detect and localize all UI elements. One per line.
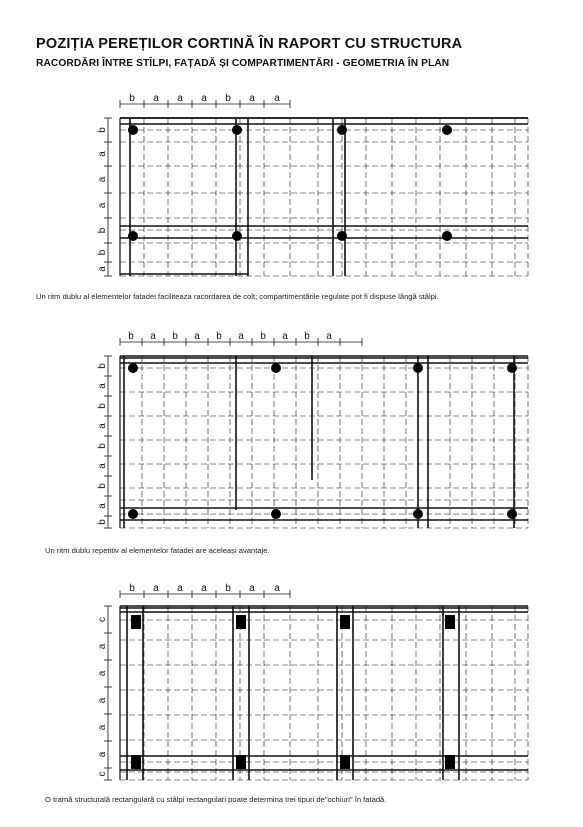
page-subtitle: RACORDĂRI ÎNTRE STÎLPI, FAȚADĂ ȘI COMPARTIMENTĂRI - GEOMETRIA ÎN PLAN [36, 58, 450, 69]
round-column [413, 509, 423, 519]
rectangular-column [445, 755, 455, 769]
dimension-label-side: a [97, 697, 108, 704]
dimension-label-side: b [97, 483, 108, 489]
dimension-label-top: a [282, 331, 288, 342]
figure-1-plan [97, 93, 528, 276]
dimension-label-top: a [274, 93, 280, 104]
dimension-label-top: b [225, 583, 231, 594]
dimension-label-side: b [97, 443, 108, 449]
round-column [442, 231, 452, 241]
dimension-label-side: a [97, 176, 108, 183]
dimension-label-top: b [216, 331, 222, 342]
dimension-label-top: a [249, 93, 255, 104]
dimension-label-top: a [177, 583, 183, 594]
dimension-label-side: a [97, 266, 108, 272]
rectangular-column [236, 615, 246, 629]
figure-2-plan [97, 331, 528, 528]
dimension-label-top: b [128, 331, 134, 342]
dimension-label-top: b [129, 583, 135, 594]
round-column [413, 363, 423, 373]
page-title: POZIȚIA PEREȚILOR CORTINĂ ÎN RAPORT CU STRUCTURA [36, 36, 463, 52]
round-column [507, 509, 517, 519]
dimension-label-side: a [97, 724, 108, 731]
dimension-label-side: b [97, 403, 108, 409]
dimension-label-side: a [97, 423, 108, 429]
figure-3-plan [97, 583, 528, 780]
dimension-label-side: a [97, 383, 108, 389]
dimension-label-top: a [201, 93, 207, 104]
rectangular-column [236, 755, 246, 769]
dimension-label-top: a [150, 331, 156, 342]
dimension-label-side: a [97, 463, 108, 469]
dimension-label-side: c [97, 771, 108, 777]
dimension-label-top: a [153, 93, 159, 104]
rectangular-column [340, 755, 350, 769]
dimension-label-top: a [201, 583, 207, 594]
dimension-label-side: b [97, 127, 108, 133]
dimension-label-side: c [97, 617, 108, 622]
dimension-label-top: a [274, 583, 280, 594]
dimension-label-side: b [97, 363, 108, 369]
dimension-label-side: b [97, 519, 108, 525]
rectangular-column [445, 615, 455, 629]
dimension-label-side: b [97, 249, 108, 256]
dimension-label-side: b [97, 227, 108, 234]
round-column [128, 363, 138, 373]
rectangular-column [131, 755, 141, 769]
round-column [128, 231, 138, 241]
dimension-label-side: a [97, 503, 108, 509]
round-column [271, 363, 281, 373]
round-column [507, 363, 517, 373]
dimension-label-top: b [304, 331, 310, 342]
round-column [232, 125, 242, 135]
dimension-label-top: b [260, 331, 266, 342]
figure-2-caption: Un ritm dublu repetitiv al elementelor fatadei are aceleași avantaje. [45, 546, 270, 555]
dimension-label-side: a [97, 202, 108, 209]
dimension-label-top: a [326, 331, 332, 342]
round-column [337, 231, 347, 241]
dimension-label-side: a [97, 643, 108, 650]
dimension-label-top: a [177, 93, 183, 104]
dimension-label-side: a [97, 751, 108, 758]
round-column [271, 509, 281, 519]
rectangular-column [131, 615, 141, 629]
dimension-label-side: a [97, 670, 108, 677]
figure-3-caption: O tramă structurală rectangulară cu stâlpi rectangulari poate determina trei tipuri de"ochiuri" în fatadă. [45, 795, 387, 804]
round-column [442, 125, 452, 135]
dimension-label-top: b [172, 331, 178, 342]
dimension-label-top: b [225, 93, 231, 104]
round-column [128, 125, 138, 135]
round-column [128, 509, 138, 519]
round-column [337, 125, 347, 135]
dimension-label-top: a [153, 583, 159, 594]
round-column [232, 231, 242, 241]
rectangular-column [340, 615, 350, 629]
dimension-label-top: a [194, 331, 200, 342]
dimension-label-side: a [97, 151, 108, 157]
dimension-label-top: a [249, 583, 255, 594]
figure-1-caption: Un ritm dublu al elementelor fatadei faciliteaza racordarea de colt; compartimentările regulate pot fi dispuse lângă stâlpi. [36, 292, 439, 301]
dimension-label-top: b [129, 93, 135, 104]
dimension-label-top: a [238, 331, 244, 342]
